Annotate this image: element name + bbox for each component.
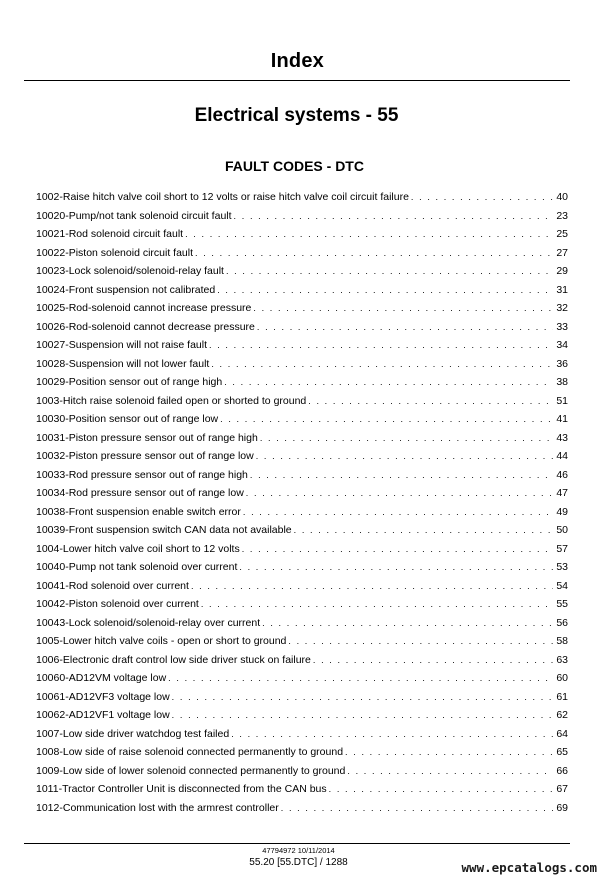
toc-entry[interactable]: [36, 743, 568, 762]
toc-dot-leader: [195, 244, 553, 263]
toc-entry[interactable]: [36, 725, 568, 744]
toc-entry-page: 47: [556, 487, 568, 499]
toc-entry-page: 56: [556, 616, 568, 629]
toc-entry-label: 10039-Front suspension switch CAN data not available: [36, 524, 292, 536]
toc-entry-page: 34: [556, 339, 568, 351]
toc-entry-label: 10040-Pump not tank solenoid over current: [36, 561, 238, 573]
toc-dot-leader: [242, 540, 554, 559]
toc-entry-label: 1012-Communication lost with the armrest controller: [36, 801, 279, 814]
page-header: [24, 46, 570, 81]
toc-entry-page: 38: [556, 376, 568, 388]
toc-entry[interactable]: [36, 780, 568, 799]
toc-entry-label: 1005-Lower hitch valve coils - open or short to ground: [36, 635, 287, 647]
toc-entry[interactable]: [36, 410, 568, 429]
toc-entry[interactable]: [36, 225, 568, 244]
toc-entry-label: 1004-Lower hitch valve coil short to 12 volts: [36, 542, 240, 555]
toc-entry-label: 10032-Piston pressure sensor out of range low: [36, 450, 254, 462]
toc-entry-label: 10062-AD12VF1 voltage low: [36, 709, 170, 721]
toc-entry[interactable]: [36, 669, 568, 688]
toc-dot-leader: [294, 521, 554, 540]
toc-entry-page: 66: [556, 764, 568, 777]
toc-entry[interactable]: [36, 706, 568, 725]
toc-entry-page: 36: [556, 357, 568, 370]
toc-entry-label: 10028-Suspension will not lower fault: [36, 357, 210, 370]
toc-dot-leader: [226, 262, 553, 281]
toc-entry-label: 10024-Front suspension not calibrated: [36, 283, 216, 296]
toc-entry-page: 53: [556, 561, 568, 573]
toc-entry-label: 10033-Rod pressure sensor out of range high: [36, 468, 248, 481]
toc-dot-leader: [329, 780, 554, 799]
toc-dot-leader: [185, 225, 553, 244]
toc-dot-leader: [250, 466, 553, 485]
toc-entry-label: 10043-Lock solenoid/solenoid-relay over current: [36, 616, 261, 629]
toc-entry[interactable]: [36, 521, 568, 540]
toc-entry-page: 41: [556, 413, 568, 425]
toc-entry-page: 43: [556, 431, 568, 444]
toc-dot-leader: [345, 743, 553, 762]
toc-entry[interactable]: [36, 299, 568, 318]
toc-entry-page: 25: [556, 228, 568, 240]
watermark: www.epcatalogs.com: [461, 860, 597, 875]
toc-dot-leader: [253, 299, 553, 318]
toc-entry-page: 49: [556, 505, 568, 518]
toc-entry-page: 62: [556, 709, 568, 721]
toc-dot-leader: [260, 429, 554, 448]
toc-dot-leader: [239, 558, 553, 577]
toc-entry[interactable]: [36, 447, 568, 466]
toc-dot-leader: [201, 595, 553, 614]
toc-entry[interactable]: [36, 188, 568, 207]
fault-code-index: [36, 188, 568, 817]
subsection-title: [0, 158, 613, 174]
toc-entry-page: 33: [556, 320, 568, 333]
toc-entry-page: 27: [556, 246, 568, 259]
toc-dot-leader: [231, 725, 553, 744]
toc-dot-leader: [224, 373, 553, 392]
toc-entry-page: 69: [556, 801, 568, 814]
toc-entry-page: 61: [556, 690, 568, 703]
toc-entry-page: 50: [556, 524, 568, 536]
toc-entry[interactable]: [36, 429, 568, 448]
toc-entry[interactable]: [36, 281, 568, 300]
toc-entry-page: 55: [556, 598, 568, 610]
footer-divider: [24, 843, 570, 844]
toc-entry-page: 44: [556, 450, 568, 462]
footer-page-number-text: 55.20 [55.DTC] / 1288: [249, 857, 348, 868]
toc-entry[interactable]: [36, 318, 568, 337]
toc-entry-label: 10021-Rod solenoid circuit fault: [36, 228, 184, 240]
toc-entry-page: 23: [556, 209, 568, 222]
toc-entry-label: 10027-Suspension will not raise fault: [36, 339, 208, 351]
toc-entry-label: 1008-Low side of raise solenoid connected permanently to ground: [36, 746, 344, 758]
toc-entry-page: 29: [556, 265, 568, 277]
toc-entry-label: 10061-AD12VF3 voltage low: [36, 690, 170, 703]
toc-entry-page: 51: [556, 394, 568, 407]
toc-dot-leader: [313, 651, 553, 670]
toc-entry-label: 1003-Hitch raise solenoid failed open or shorted to ground: [36, 394, 307, 407]
toc-entry-label: 10060-AD12VM voltage low: [36, 672, 167, 684]
toc-entry-page: 31: [556, 283, 568, 296]
page-title: Index: [270, 50, 324, 72]
toc-entry-label: 10023-Lock solenoid/solenoid-relay fault: [36, 265, 224, 277]
toc-entry[interactable]: [36, 577, 568, 596]
toc-dot-leader: [211, 355, 553, 374]
toc-entry[interactable]: [36, 484, 568, 503]
toc-entry-label: 10029-Position sensor out of range high: [36, 376, 223, 388]
toc-entry[interactable]: [36, 540, 568, 559]
toc-entry-page: 46: [556, 468, 568, 481]
toc-entry[interactable]: [36, 614, 568, 633]
toc-entry-page: 67: [556, 783, 568, 795]
toc-entry-page: 32: [556, 302, 568, 314]
toc-entry-label: 10031-Piston pressure sensor out of range high: [36, 431, 258, 444]
toc-entry[interactable]: [36, 762, 568, 781]
toc-entry-label: 10022-Piston solenoid circuit fault: [36, 246, 194, 259]
toc-dot-leader: [308, 392, 553, 411]
toc-dot-leader: [246, 484, 554, 503]
toc-entry-page: 58: [556, 635, 568, 647]
toc-entry[interactable]: [36, 688, 568, 707]
toc-dot-leader: [257, 318, 553, 337]
toc-dot-leader: [288, 632, 553, 651]
toc-dot-leader: [172, 706, 554, 725]
toc-entry-label: 10034-Rod pressure sensor out of range low: [36, 487, 244, 499]
toc-entry[interactable]: [36, 595, 568, 614]
toc-dot-leader: [209, 336, 553, 355]
toc-entry-page: 57: [556, 542, 568, 555]
toc-entry-label: 10042-Piston solenoid over current: [36, 598, 199, 610]
toc-entry[interactable]: [36, 207, 568, 226]
toc-entry[interactable]: [36, 558, 568, 577]
toc-entry[interactable]: [36, 373, 568, 392]
toc-dot-leader: [191, 577, 553, 596]
toc-entry[interactable]: [36, 466, 568, 485]
toc-entry-label: 10026-Rod-solenoid cannot decrease pressure: [36, 320, 255, 333]
toc-entry-label: 1011-Tractor Controller Unit is disconnected from the CAN bus: [36, 783, 327, 795]
toc-entry[interactable]: [36, 262, 568, 281]
toc-entry[interactable]: [36, 632, 568, 651]
toc-entry-label: 10041-Rod solenoid over current: [36, 579, 189, 592]
toc-dot-leader: [262, 614, 553, 633]
toc-entry[interactable]: [36, 355, 568, 374]
toc-dot-leader: [256, 447, 554, 466]
toc-entry-label: 10030-Position sensor out of range low: [36, 413, 219, 425]
toc-entry-label: 10025-Rod-solenoid cannot increase pressure: [36, 302, 252, 314]
toc-dot-leader: [411, 188, 553, 207]
toc-entry-label: 10020-Pump/not tank solenoid circuit fault: [36, 209, 232, 222]
footer-document-code: [0, 846, 613, 855]
toc-entry-label: 1007-Low side driver watchdog test failed: [36, 727, 230, 740]
toc-entry[interactable]: [36, 799, 568, 818]
toc-entry[interactable]: [36, 244, 568, 263]
toc-dot-leader: [347, 762, 553, 781]
section-title: [0, 105, 613, 127]
toc-entry-label: 1006-Electronic draft control low side driver stuck on failure: [36, 653, 311, 666]
toc-entry-label: 10038-Front suspension enable switch error: [36, 505, 241, 518]
toc-entry-page: 40: [556, 191, 568, 203]
toc-entry[interactable]: [36, 392, 568, 411]
toc-dot-leader: [281, 799, 554, 818]
toc-entry-label: 1002-Raise hitch valve coil short to 12 volts or raise hitch valve coil circuit failure: [36, 191, 409, 203]
toc-dot-leader: [243, 503, 553, 522]
toc-entry[interactable]: [36, 336, 568, 355]
toc-dot-leader: [234, 207, 554, 226]
toc-entry-page: 54: [556, 579, 568, 592]
subsection-title-text: FAULT CODES - DTC: [225, 158, 364, 174]
toc-entry-page: 65: [556, 746, 568, 758]
toc-dot-leader: [172, 688, 554, 707]
footer-document-code-text: 47794972 10/11/2014: [262, 846, 335, 855]
toc-dot-leader: [168, 669, 553, 688]
toc-entry-page: 63: [556, 653, 568, 666]
toc-entry-page: 60: [556, 672, 568, 684]
toc-dot-leader: [217, 281, 553, 300]
toc-dot-leader: [220, 410, 553, 429]
section-title-text: Electrical systems - 55: [194, 105, 399, 126]
toc-entry-page: 64: [556, 727, 568, 740]
toc-entry[interactable]: [36, 503, 568, 522]
toc-entry-label: 1009-Low side of lower solenoid connected permanently to ground: [36, 764, 346, 777]
toc-entry[interactable]: [36, 651, 568, 670]
